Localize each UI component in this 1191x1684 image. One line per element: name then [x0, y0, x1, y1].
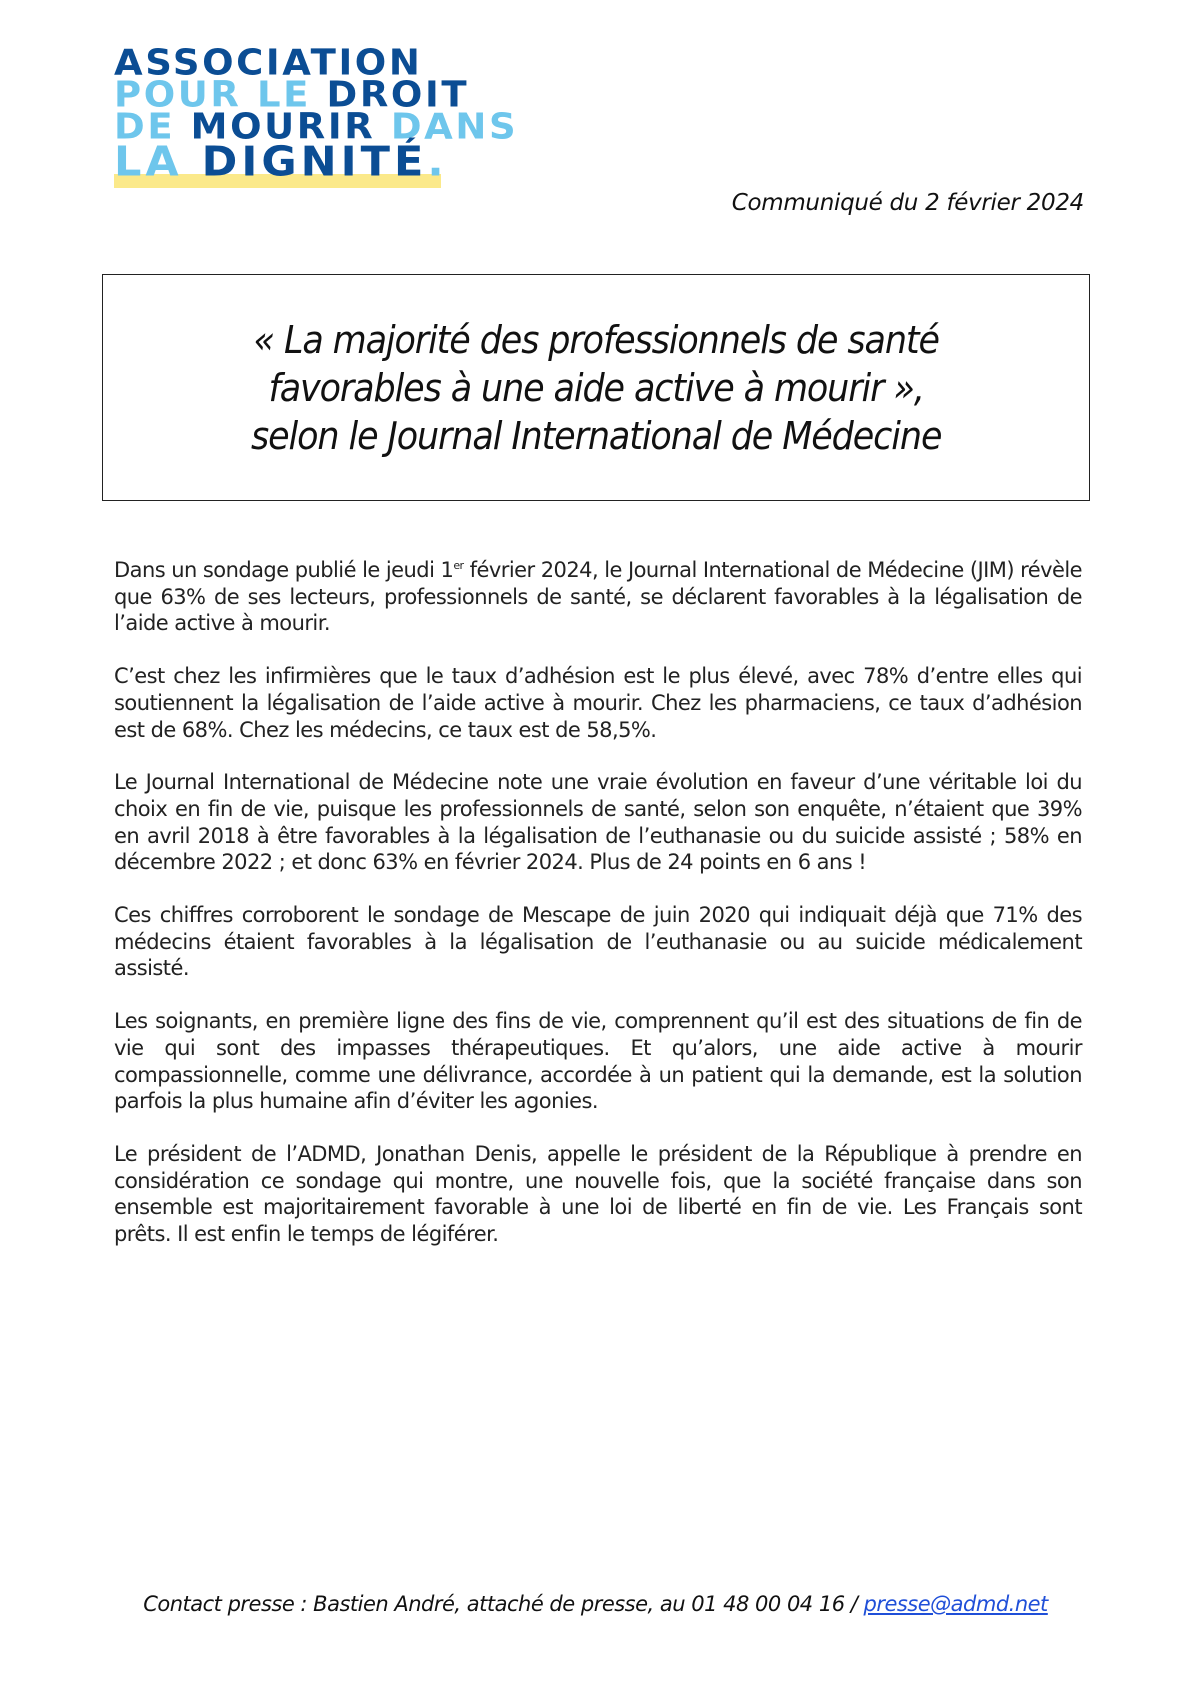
logo-word: MOURIR: [190, 106, 391, 148]
headline-line-3: selon le Journal International de Médecine: [250, 413, 942, 458]
paragraph-5: Les soignants, en première ligne des fins de vie, comprennent qu’il est des situations de fin de vie qui sont des impasses thérapeutiques. Et qu’alors, une aide active à mourir compassionnelle, comme une délivrance, accordée à un patient qui la demande, est la solution parfois la plus humaine afin d’éviter les agonies.: [114, 1009, 1082, 1114]
paragraph-1: [114, 557, 1082, 637]
paragraph-1-start: Dans un sondage publié le jeudi 1: [114, 558, 454, 582]
paragraph-3: Le Journal International de Médecine note une vraie évolution en faveur d’une véritable loi du choix en fin de vie, puisque les professionnels de santé, selon son enquête, n’étaient que 39% en avril 2018 à être favorables à la légalisation de l’euthanasie ou du suicide assisté ; 58% en décembre 2022 ; et donc 63% en février 2024. Plus de 24 points en 6 ans !: [114, 770, 1082, 875]
article-body: [114, 557, 1082, 1274]
paragraph-2: C’est chez les infirmières que le taux d’adhésion est le plus élevé, avec 78% d’entre elles qui soutiennent la légalisation de l’aide active à mourir. Chez les pharmaciens, ce taux d’adhésion est de 68%. Chez les médecins, ce taux est de 58,5%.: [114, 664, 1082, 742]
logo-word: ASSOCIATION: [114, 42, 423, 84]
logo-word: POUR LE: [114, 74, 327, 116]
press-release-date: Communiqué du 2 février 2024: [731, 190, 1084, 216]
press-contact: [0, 1592, 1191, 1616]
logo-dot: .: [427, 138, 448, 186]
paragraph-6: Le président de l’ADMD, Jonathan Denis, appelle le président de la République à prendre en considération ce sondage qui montre, une nouvelle fois, que la société française dans son ensemble est majoritairement favorable à une loi de liberté en fin de vie. Les Français sont prêts. Il est enfin le temps de légiférer.: [114, 1141, 1082, 1247]
logo-word: LA: [114, 138, 202, 186]
contact-email-link[interactable]: presse@admd.net: [863, 1592, 1048, 1616]
logo-word: DANS: [390, 106, 519, 148]
logo-word: DIGNITÉ: [201, 138, 428, 186]
paragraph-1-rest: février 2024, le Journal International de Médecine (JIM) révèle que 63% de ses lecteurs, professionnels de santé, se déclarent favorables à la légalisation de l’aide active à mourir.: [114, 558, 1082, 636]
admd-logo: [114, 42, 519, 186]
logo-word: DE: [114, 106, 191, 148]
headline: [251, 316, 941, 460]
contact-text: Contact presse : Bastien André, attaché de presse, au 01 48 00 04 16 /: [143, 1592, 864, 1616]
logo-line-4: [114, 138, 448, 186]
headline-line-2: favorables à une aide active à mourir »,: [268, 365, 924, 410]
headline-line-1: « La majorité des professionnels de santé: [253, 317, 939, 362]
ordinal-suffix: er: [453, 559, 464, 572]
logo-word: DROIT: [326, 74, 470, 116]
paragraph-4: Ces chiffres corroborent le sondage de Mescape de juin 2020 qui indiquait déjà que 71% des médecins étaient favorables à la légalisation de l’euthanasie ou au suicide médicalement assisté.: [114, 903, 1082, 981]
headline-box: [102, 274, 1090, 501]
